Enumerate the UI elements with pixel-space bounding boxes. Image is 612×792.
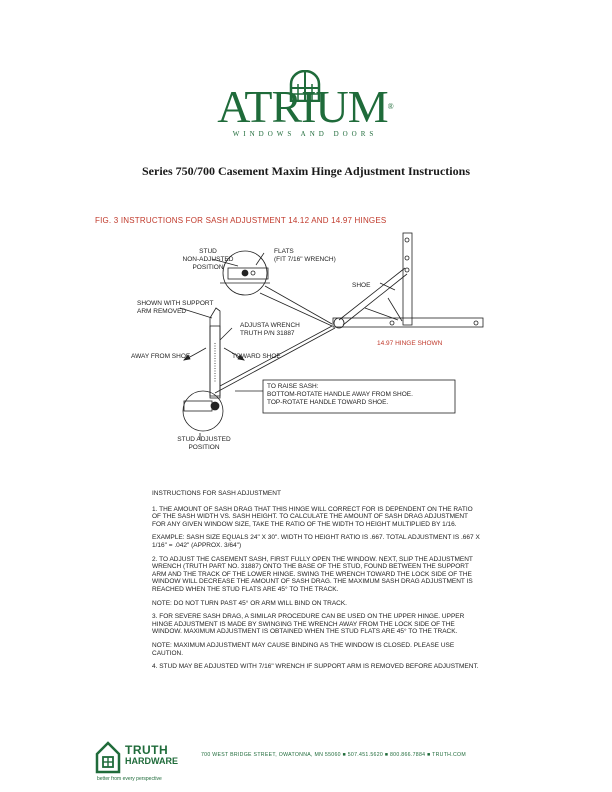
logo-subtitle: WINDOWS AND DOORS [232, 130, 378, 138]
instruction-paragraph: EXAMPLE: SASH SIZE EQUALS 24" X 30". WIDTH TO HEIGHT RATIO IS .667. TOTAL ADJUSTMENT IS .667 X 1/16" = .042" (APPROX. 3/64") [152, 534, 480, 549]
label-shown-with-support: SHOWN WITH SUPPORT ARM REMOVED [137, 300, 214, 315]
page-title: Series 750/700 Casement Maxim Hinge Adjustment Instructions [142, 164, 470, 178]
logo-wordmark: ATRIUM® [217, 81, 393, 132]
instructions-block [152, 490, 482, 677]
instruction-paragraph: 2. TO ADJUST THE CASEMENT SASH, FIRST FULLY OPEN THE WINDOW. NEXT, SLIP THE ADJUSTMENT WRENCH (TRUTH PART NO. 31887) ONTO THE BASE OF THE STUD, FOUND BETWEEN THE SUPPORT ARM AND THE TRACK OF THE LOWER HINGE. SWING THE WRENCH TOWARD THE LOCK SIDE OF THE WINDOW WILL DECREASE THE AMOUNT OF SASH DRAG. THE MAXIMUM SASH DRAG ADJUSTMENT IS REACHED WHEN THE STUD FLATS ARE 45° TO THE TRACK. [152, 555, 473, 593]
house-icon [95, 740, 121, 774]
label-shoe: SHOE [352, 282, 371, 289]
instruction-note: NOTE: DO NOT TURN PAST 45° OR ARM WILL BIND ON TRACK. [152, 599, 347, 607]
instruction-note: NOTE: MAXIMUM ADJUSTMENT MAY CAUSE BINDING AS THE WINDOW IS CLOSED. PLEASE USE CAUTION. [152, 641, 455, 657]
footer [95, 740, 525, 790]
label-toward-shoe: TOWARD SHOE [232, 353, 281, 360]
label-flats: FLATS (FIT 7/16" WRENCH) [274, 248, 336, 263]
brand-bottom: HARDWARE [125, 756, 178, 766]
footer-address: 700 WEST BRIDGE STREET, OWATONNA, MN 55060 ■ 507.451.5620 ■ 800.866.7884 ■ TRUTH.COM [201, 752, 466, 758]
label-away-from-shoe: AWAY FROM SHOE [131, 353, 191, 360]
label-stud-adjusted: STUD ADJUSTED POSITION [177, 436, 231, 451]
truth-hardware-logo [95, 740, 200, 790]
instruction-paragraph: 1. THE AMOUNT OF SASH DRAG THAT THIS HINGE WILL CORRECT FOR IS DEPENDENT ON THE RATIO OF THE SASH WIDTH VS. SASH HEIGHT. TO CALCULATE THE AMOUNT OF SASH DRAG ADJUSTMENT FOR ANY GIVEN WINDOW SIZE, TAKE THE RATIO OF THE WIDTH TO HEIGHT MULTIPLIED BY 1/16. [152, 505, 473, 528]
figure-caption: FIG. 3 INSTRUCTIONS FOR SASH ADJUSTMENT 14.12 AND 14.97 HINGES [95, 216, 387, 225]
label-to-raise-sash: TO RAISE SASH: BOTTOM-ROTATE HANDLE AWAY FROM SHOE. TOP-ROTATE HANDLE TOWARD SHOE. [267, 383, 413, 406]
label-hinge-shown: 14.97 HINGE SHOWN [377, 340, 443, 347]
atrium-logo [200, 70, 410, 140]
brand-tagline: better from every perspective [97, 776, 162, 782]
brand-top: TRUTH [125, 743, 169, 757]
instructions-heading: INSTRUCTIONS FOR SASH ADJUSTMENT [152, 490, 281, 497]
label-adjusta-wrench: ADJUSTA WRENCH TRUTH P/N 31887 [240, 322, 300, 337]
instruction-paragraph: 3. FOR SEVERE SASH DRAG, A SIMILAR PROCEDURE CAN BE USED ON THE UPPER HINGE. UPPER HINGE ADJUSTMENT IS MADE BY SWINGING THE WRENCH AWAY FROM THE LOCK SIDE OF THE WINDOW. MAXIMUM ADJUSTMENT IS OBTAINED WHEN THE STUD FLATS ARE 45° TO THE TRACK. [152, 613, 465, 636]
instruction-paragraph: 4. STUD MAY BE ADJUSTED WITH 7/16" WRENCH IF SUPPORT ARM IS REMOVED BEFORE ADJUSTMENT. [152, 663, 479, 671]
label-stud-non-adjusted: STUD NON-ADJUSTED POSITION [182, 248, 234, 271]
